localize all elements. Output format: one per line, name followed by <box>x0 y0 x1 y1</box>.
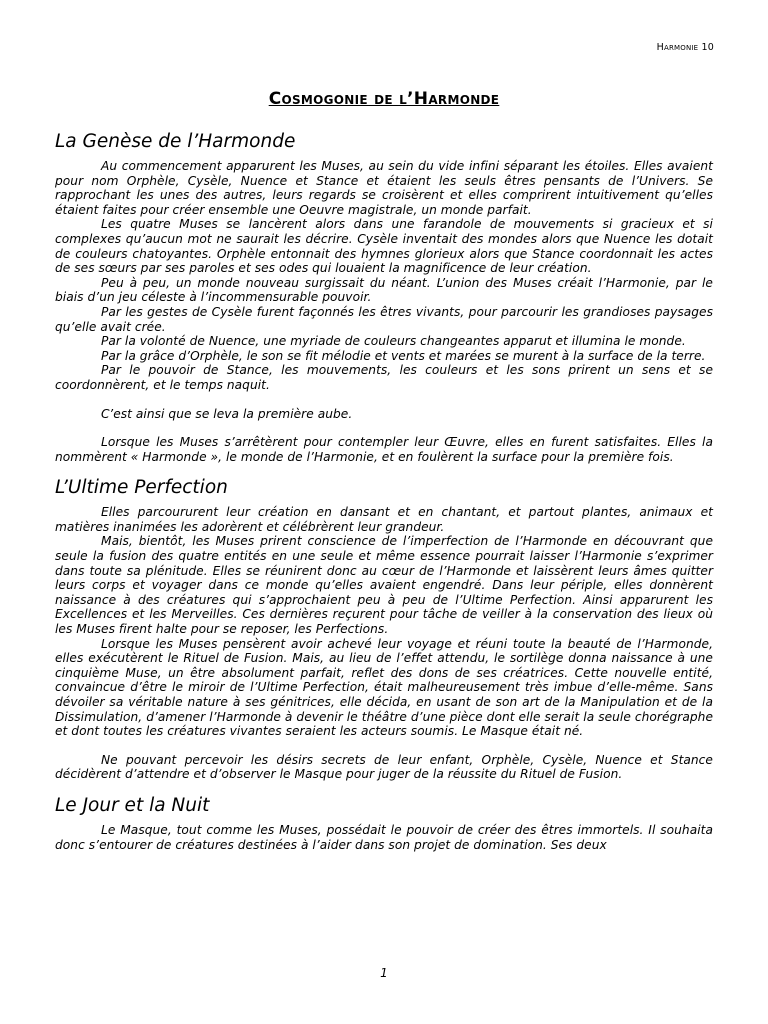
paragraph: Peu à peu, un monde nouveau surgissait du néant. L’union des Muses créait l’Harmonie, par le biais d’un jeu céleste à l’incommensurable pouvoir. <box>55 275 713 305</box>
document-body <box>55 130 713 852</box>
running-header: Harmonie 10 <box>656 42 714 53</box>
paragraph: Le Masque, tout comme les Muses, possédait le pouvoir de créer des êtres immortels. Il souhaita donc s’entourer de créatures destinées à l’aider dans son projet de domination. Ses deux <box>55 822 713 852</box>
paragraph: Lorsque les Muses s’arrêtèrent pour contempler leur Œuvre, elles en furent satisfaites. Elles la nommèrent « Harmonde », le monde de l’Harmonie, et en foulèrent la surface pour la première fois. <box>55 435 713 464</box>
paragraph: Lorsque les Muses pensèrent avoir achevé leur voyage et réuni toute la beauté de l’Harmonde, elles exécutèrent le Rituel de Fusion. Mais, au lieu de l’effet attendu, le sortilège donna naissance à une cinquième Muse, un être absolument parfait, reflet des dons de ses créatrices. Cette nouvelle entité, convaincue d’être le miroir de l’Ultime Perfection, était malheureusement très imbue d’elle-même. Sans dévoiler sa véritable nature à ses génitrices, elle décida, en usant de son art de la Manipulation et de la Dissimulation, d’amener l’Harmonde à devenir le théâtre d’une pièce dont elle serait la seule chorégraphe et dont toutes les créatures vivantes seraient les acteurs soumis. Le Masque était né. <box>55 636 713 739</box>
paragraph: C’est ainsi que se leva la première aube. <box>101 406 353 421</box>
paragraph: Par la grâce d’Orphèle, le son se fit mélodie et vents et marées se murent à la surface de la terre. <box>101 348 706 363</box>
paragraph: Par la volonté de Nuence, une myriade de couleurs changeantes apparut et illumina le monde. <box>101 334 686 349</box>
paragraph: Mais, bientôt, les Muses prirent conscience de l’imperfection de l’Harmonde en découvrant que seule la fusion des quatre entités en une seule et même essence pourrait laisser l’Harmonie s’exprimer dans toute sa plénitude. Elles se réunirent donc au cœur de l’Harmonde et laissèrent leurs âmes quitter leurs corps et voyager dans ce monde qu’elles avaient engendré. Dans leur périple, elles donnèrent naissance à des créatures qui s’approchaient peu à peu de l’Ultime Perfection. Ainsi apparurent les Excellences et les Merveilles. Ces dernières reçurent pour tâche de veiller à la conservation des lieux où les Muses firent halte pour se reposer, les Perfections. <box>55 534 713 637</box>
section-heading: La Genèse de l’Harmonde <box>55 131 296 152</box>
paragraph: Par le pouvoir de Stance, les mouvements, les couleurs et les sons prirent un sens et se coordonnèrent, et le temps naquit. <box>55 363 713 392</box>
paragraph: Par les gestes de Cysèle furent façonnés les êtres vivants, pour parcourir les grandioses paysages qu’elle avait crée. <box>55 304 713 334</box>
paragraph: Ne pouvant percevoir les désirs secrets de leur enfant, Orphèle, Cysèle, Nuence et Stance décidèrent d’attendre et d’observer le Masque pour juger de la réussite du Rituel de Fusion. <box>55 752 713 782</box>
section-heading: L’Ultime Perfection <box>55 477 228 499</box>
document-title: Cosmogonie de l’Harmonde <box>268 89 500 109</box>
paragraph: Au commencement apparurent les Muses, au sein du vide infini séparant les étoiles. Elles avaient pour nom Orphèle, Cysèle, Nuence et Stance et étaient les seuls êtres pensants de l’Univers. Se rapprochant les unes des autres, leurs regards se croisèrent et elles comprirent intuitivement qu’elles étaient faites pour créer ensemble une Oeuvre magistrale, un monde parfait. <box>55 159 713 217</box>
section-heading: Le Jour et la Nuit <box>55 794 210 816</box>
paragraph: Elles parcoururent leur création en dansant et en chantant, et partout plantes, animaux et matières inanimées les adorèrent et célébrèrent leur grandeur. <box>55 505 713 534</box>
paragraph: Les quatre Muses se lancèrent alors dans une farandole de mouvements si gracieux et si complexes qu’aucun mot ne saurait les décrire. Cysèle inventait des mondes alors que Nuence les dotait de couleurs chatoyantes. Orphèle entonnait des hymnes glorieux alors que Stance coordonnait les actes de ses sœurs par ses paroles et ses odes qui louaient la magnificence de leur création. <box>55 217 713 276</box>
page-number: 1 <box>380 966 388 980</box>
